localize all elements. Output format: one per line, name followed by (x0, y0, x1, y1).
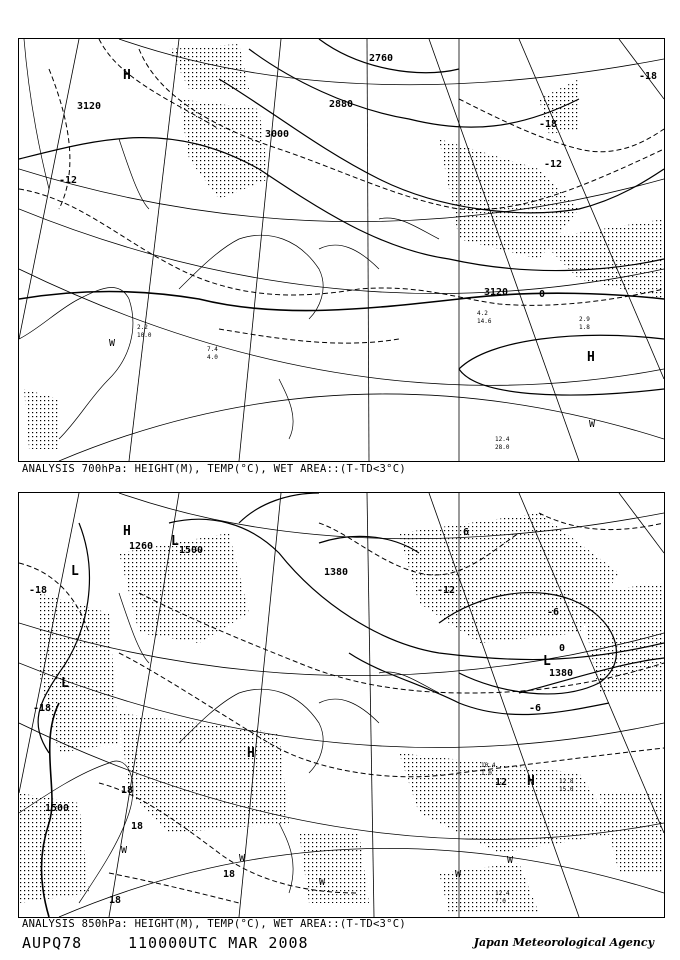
station-value-7: 7.4 (207, 346, 218, 353)
caption-700hpa: ANALYSIS 700hPa: HEIGHT(M), TEMP(°C), WET AREA::(T-TD<3°C) (22, 463, 407, 475)
contour-label-3000: 3000 (265, 129, 290, 140)
isotherms (19, 39, 664, 343)
isotherm-label-neg18a: -18 (639, 71, 658, 82)
contour-label-1500b: 1500 (179, 545, 204, 556)
station-value-2: 28.0 (495, 444, 510, 451)
contour-label-2880: 2880 (329, 99, 354, 110)
high-center-north: H (123, 524, 131, 539)
map-850hpa (19, 493, 664, 917)
isotherm-label-neg6b: -6 (529, 703, 542, 714)
warm-mark-4: W (507, 855, 514, 866)
contour-label-1380b: 1380 (549, 668, 574, 679)
station-value-6: 15.0 (559, 786, 574, 793)
warm-mark-3: W (319, 877, 326, 888)
analysis-time: 110000UTC MAR 2008 (128, 934, 309, 952)
warm-marks (109, 338, 596, 430)
high-center-east: H (587, 350, 595, 365)
isotherm-label-18d: 18 (109, 895, 122, 906)
warm-mark-2: W (239, 853, 246, 864)
station-value-5: 2.9 (579, 316, 590, 323)
isotherm-label-neg18b: -18 (539, 119, 558, 130)
warm-mark-2: W (589, 419, 596, 430)
station-value-4: 1.0 (481, 770, 492, 777)
warm-mark-1: W (121, 845, 128, 856)
station-value-9: 2.2 (137, 324, 148, 331)
map-850hpa-panel (18, 492, 665, 918)
isotherm-label-6: 6 (463, 527, 470, 538)
isotherm-label-0: 0 (539, 289, 546, 300)
isotherm-label-12: 12 (495, 777, 508, 788)
isotherm-label-neg12a: -12 (59, 175, 78, 186)
station-values (137, 310, 590, 451)
isotherm-label-18c: 18 (223, 869, 236, 880)
low-center-west: L (61, 676, 69, 691)
contour-label-3120b: 3120 (484, 287, 509, 298)
high-center-east: H (527, 774, 535, 789)
isotherm-label-neg6a: -6 (547, 607, 560, 618)
station-value-10: 10.0 (137, 332, 152, 339)
isotherm-label-neg18a: -18 (29, 585, 48, 596)
contour-label-1500a: 1500 (45, 803, 70, 814)
station-value-2: 7.0 (495, 898, 506, 905)
isotherm-label-neg18b: -18 (33, 703, 52, 714)
isotherm-label-18b: 18 (131, 821, 144, 832)
agency-name: Japan Meteorological Agency (473, 936, 654, 949)
isotherm-label-neg12b: -12 (544, 159, 563, 170)
contour-label-2760: 2760 (369, 53, 394, 64)
station-value-3: 4.2 (477, 310, 488, 317)
isotherm-label-18a: 18 (121, 785, 134, 796)
low-center-northwest: L (71, 564, 79, 579)
warm-mark-1: W (109, 338, 116, 349)
warm-mark-5: W (455, 869, 462, 880)
caption-850hpa: ANALYSIS 850hPa: HEIGHT(M), TEMP(°C), WET AREA::(T-TD<3°C) (22, 918, 407, 930)
map-700hpa (19, 39, 664, 461)
bulletin-code: AUPQ78 (22, 934, 83, 952)
station-value-1: 12.4 (495, 890, 510, 897)
high-center-central: H (247, 746, 255, 761)
station-value-1: 12.4 (495, 436, 510, 443)
station-value-4: 14.6 (477, 318, 492, 325)
low-center-east: L (543, 654, 551, 669)
isotherm-label-neg12: -12 (437, 585, 456, 596)
station-value-6: 1.8 (579, 324, 590, 331)
map-700hpa-panel (18, 38, 665, 462)
station-value-5: 12.8 (559, 778, 574, 785)
low-center-north: L (171, 534, 179, 549)
isotherm-label-0: 0 (559, 643, 566, 654)
contour-label-1260: 1260 (129, 541, 154, 552)
high-center-northwest: H (123, 68, 131, 83)
station-value-8: 4.0 (207, 354, 218, 361)
station-value-3: 10.4 (481, 762, 496, 769)
contour-label-1380a: 1380 (324, 567, 349, 578)
coastlines (19, 39, 439, 439)
contour-label-3120a: 3120 (77, 101, 102, 112)
